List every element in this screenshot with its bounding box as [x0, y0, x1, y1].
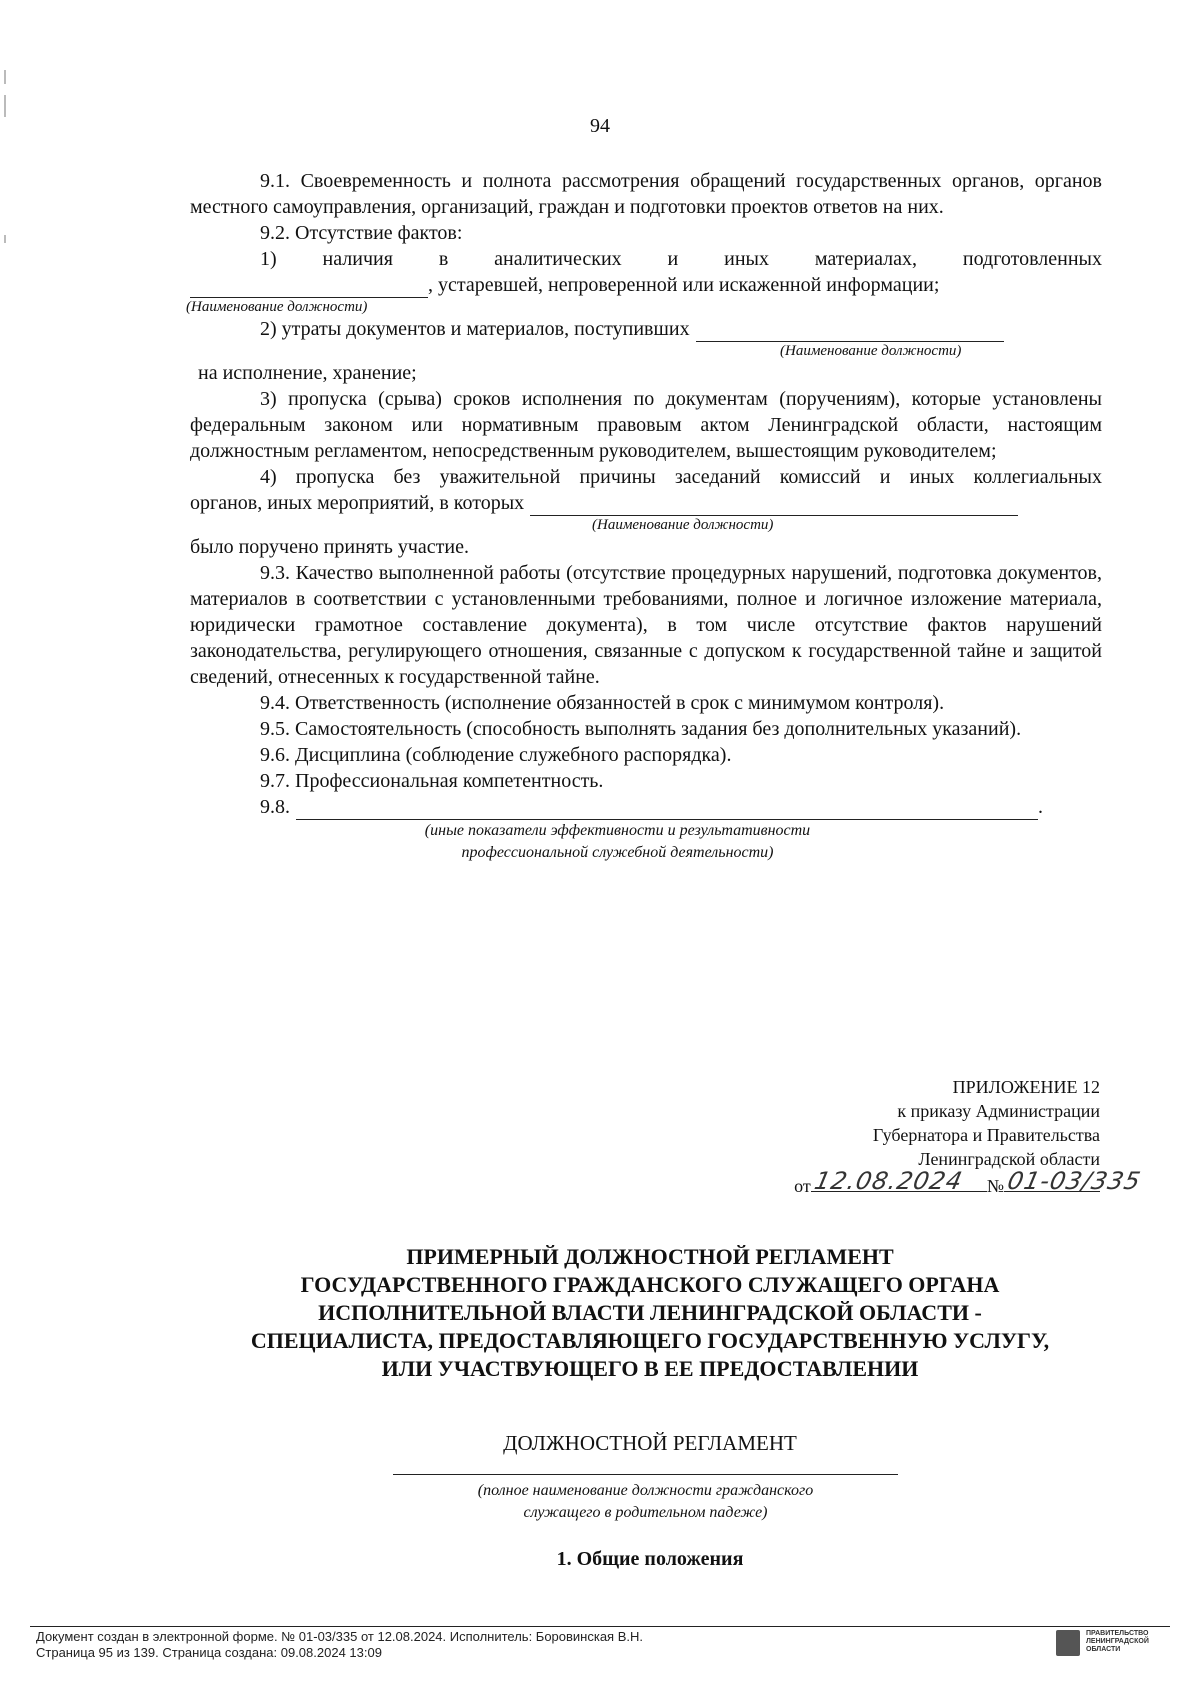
indicator-caption-2: профессиональной служебной деятельности) — [461, 844, 774, 861]
appendix-header — [794, 1075, 1144, 1198]
appendix-line: Ленинградской области — [918, 1149, 1100, 1169]
indicator-blank-line — [296, 801, 1038, 820]
item-9-2: 9.2. Отсутствие фактов: — [260, 222, 463, 244]
indicator-caption-1: (иные показатели эффективности и результативности — [424, 822, 811, 839]
item-9-2-4-line1: 4) пропуска без уважительной причины заседаний комиссий и иных коллегиальных — [260, 466, 1102, 488]
position-caption: (Наименование должности) — [592, 517, 774, 533]
item-9-4: 9.4. Ответственность (исполнение обязанностей в срок с минимумом контроля). — [260, 692, 945, 714]
position-blank-line — [530, 497, 1018, 516]
position-name-caption — [393, 1480, 898, 1524]
item-9-2-4-text: органов, иных мероприятий, в которых — [190, 492, 525, 514]
scan-artifact — [4, 95, 6, 117]
item-9-2-2-text: 2) утраты документов и материалов, поступивших — [260, 318, 690, 340]
logo-text: ПРАВИТЕЛЬСТВО ЛЕНИНГРАДСКОЙ ОБЛАСТИ — [1086, 1630, 1149, 1653]
appendix-title: ПРИЛОЖЕНИЕ 12 — [952, 1077, 1100, 1097]
handwritten-number: 01-03/335 — [1005, 1167, 1144, 1195]
footer-line: Страница 95 из 139. Страница создана: 09.08.2024 13:09 — [36, 1645, 382, 1660]
position-blank-line — [190, 279, 428, 298]
page-number: 94 — [590, 115, 610, 137]
item-9-2-1-line2 — [190, 272, 1102, 298]
main-title-line: ИСПОЛНИТЕЛЬНОЙ ВЛАСТИ ЛЕНИНГРАДСКОЙ ОБЛАСТИ - — [318, 1300, 982, 1325]
item-9-7: 9.7. Профессиональная компетентность. — [260, 770, 604, 792]
position-blank-line — [696, 323, 1004, 342]
scan-artifact — [4, 70, 6, 84]
position-caption-line: (полное наименование должности гражданского — [477, 1482, 814, 1499]
position-caption-line: служащего в родительном падеже) — [523, 1504, 768, 1521]
footer-line: Документ создан в электронной форме. № 01-03/335 от 12.08.2024. Исполнитель: Боровинская В.Н. — [36, 1629, 643, 1644]
emblem-icon — [1056, 1630, 1080, 1656]
position-name-line — [393, 1474, 898, 1475]
item-9-2-1-text: , устаревшей, непроверенной или искаженной информации; — [428, 274, 940, 296]
appendix-line: Губернатора и Правительства — [872, 1125, 1100, 1145]
item-9-6: 9.6. Дисциплина (соблюдение служебного распорядка). — [260, 744, 732, 766]
item-9-2-3: 3) пропуска (срыва) сроков исполнения по документам (поручениям), которые установлены федеральным законом или нормативным правовым актом Ленинградской области, настоящим должностным регламентом, непосредственным руководителем, вышестоящим руководителем; — [190, 388, 1102, 462]
position-caption: (Наименование должности) — [780, 343, 962, 359]
main-title-line: ПРИМЕРНЫЙ ДОЛЖНОСТНОЙ РЕГЛАМЕНТ — [406, 1244, 894, 1269]
main-title — [200, 1243, 1100, 1383]
appendix-date-number — [794, 1167, 1144, 1198]
item-9-2-4-line2 — [190, 490, 1102, 516]
document-body — [186, 168, 1102, 864]
handwritten-date: 12.08.2024 — [811, 1167, 966, 1195]
item-9-1: 9.1. Своевременность и полнота рассмотрения обращений государственных органов, органов местного самоуправления, организаций, граждан и подготовки проектов ответов на них. — [190, 170, 1102, 218]
item-9-5: 9.5. Самостоятельность (способность выполнять задания без дополнительных указаний). — [260, 718, 1022, 740]
number-line — [1004, 1167, 1144, 1195]
position-caption: (Наименование должности) — [186, 299, 368, 315]
date-line — [811, 1167, 987, 1195]
section-title: 1. Общие положения — [556, 1548, 744, 1570]
item-9-2-2-line2: на исполнение, хранение; — [198, 362, 417, 384]
item-9-3: 9.3. Качество выполненной работы (отсутствие процедурных нарушений, подготовка документов, материалов в соответствии с установленными требованиями, полное и логичное изложение материала, юридически грамотное составление документа), в том числе отсутствие фактов нарушений законодательства, регулирующего отношения, связанные с допуском к государственной тайне и защитой сведений, отнесенных к государственной тайне. — [190, 562, 1102, 688]
item-9-2-4-line3: было поручено принять участие. — [190, 536, 469, 558]
date-prefix: от — [794, 1176, 811, 1196]
item-9-8-label: 9.8. — [260, 796, 290, 818]
government-logo — [1056, 1630, 1149, 1656]
main-title-line: ИЛИ УЧАСТВУЮЩЕГО В ЕЕ ПРЕДОСТАВЛЕНИИ — [381, 1356, 919, 1381]
main-title-line: ГОСУДАРСТВЕННОГО ГРАЖДАНСКОГО СЛУЖАЩЕГО ОРГАНА — [300, 1272, 1000, 1297]
footer-divider — [30, 1626, 1170, 1627]
scan-artifact — [4, 235, 6, 243]
item-9-8: 9.8. . — [260, 796, 1043, 818]
item-9-2-1-line1: 1) наличия в аналитических и иных материалах, подготовленных — [260, 248, 1102, 270]
footer — [36, 1629, 643, 1661]
appendix-line: к приказу Администрации — [897, 1101, 1100, 1121]
number-prefix: № — [986, 1176, 1004, 1196]
main-title-line: СПЕЦИАЛИСТА, ПРЕДОСТАВЛЯЮЩЕГО ГОСУДАРСТВЕННУЮ УСЛУГУ, — [250, 1328, 1050, 1353]
doc-title: ДОЛЖНОСТНОЙ РЕГЛАМЕНТ — [503, 1431, 797, 1455]
item-9-2-2-line1 — [260, 316, 1102, 342]
